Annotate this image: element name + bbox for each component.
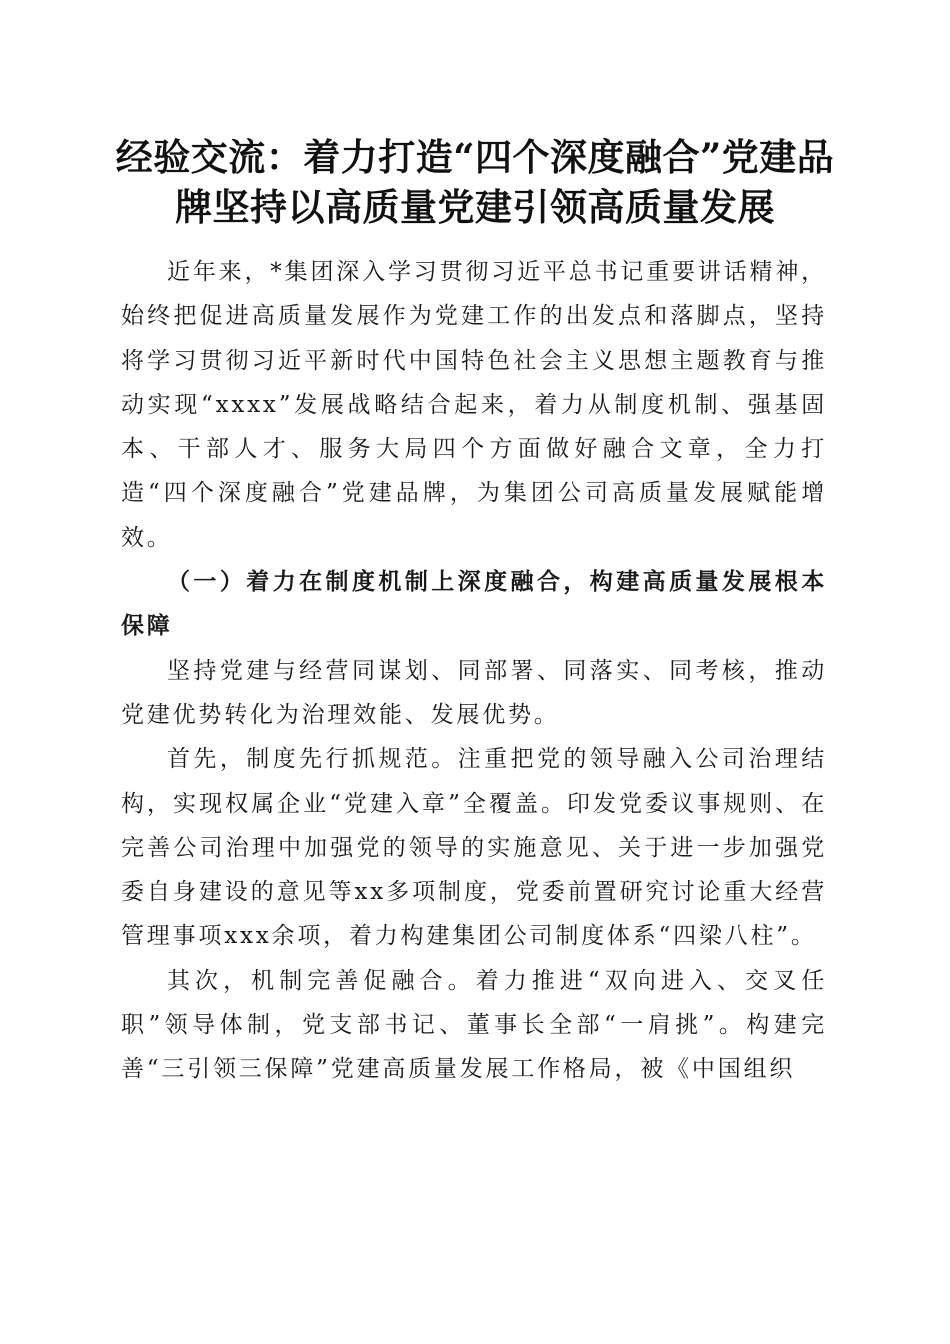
body-paragraph: 坚持党建与经营同谋划、同部署、同落实、同考核，推动党建优势转化为治理效能、发展优势。 (121, 657, 827, 728)
body-paragraph: 首先，制度先行抓规范。注重把党的领导融入公司治理结构，实现权属企业“党建入章”全覆盖。印发党委议事规则、在完善公司治理中加强党的领导的实施意见、关于进一步加强党委自身建设的意见等xx多项制度，党委前置研究讨论重大经营管理事项xxx余项，着力构建集团公司制度体系“四梁八柱”。 (121, 746, 827, 950)
document-title: 经验交流：着力打造“四个深度融合”党建品牌坚持以高质量党建引领高质量发展 (115, 135, 835, 229)
body-paragraph: 其次，机制完善促融合。着力推进“双向进入、交叉任职”领导体制，党支部书记、董事长全部“一肩挑”。构建完善“三引领三保障”党建高质量发展工作格局，被《中国组织 (121, 967, 827, 1083)
section-heading-1: （一）着力在制度机制上深度融合，构建高质量发展根本保障 (121, 568, 827, 640)
document-body (121, 250, 827, 1092)
intro-paragraph: 近年来，*集团深入学习贯彻习近平总书记重要讲话精神，始终把促进高质量发展作为党建工作的出发点和落脚点，坚持将学习贯彻习近平新时代中国特色社会主义思想主题教育与推动实现“xxxx”发展战略结合起来，着力从制度机制、强基固本、干部人才、服务大局四个方面做好融合文章，全力打造“四个深度融合”党建品牌，为集团公司高质量发展赋能增效。 (121, 259, 827, 551)
